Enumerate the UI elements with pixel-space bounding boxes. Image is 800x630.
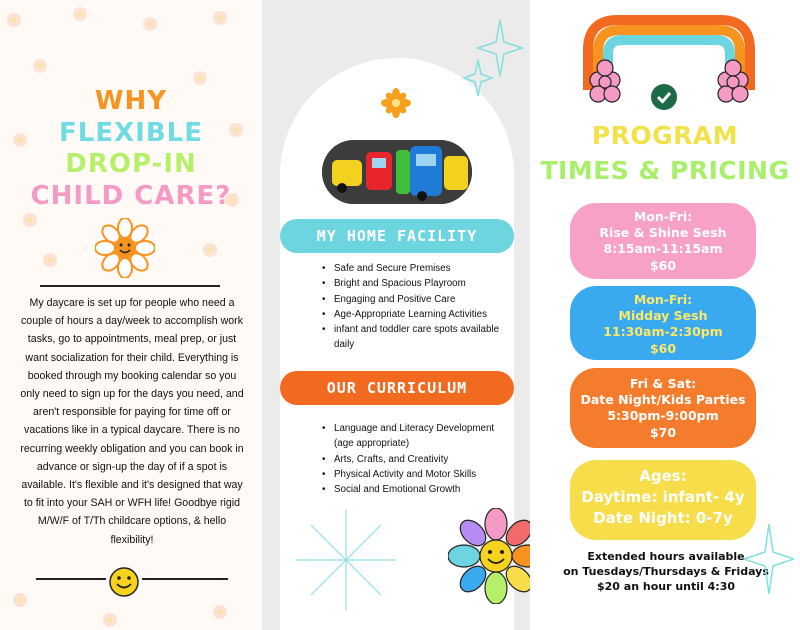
card-line: Rise & Shine Sesh (599, 225, 727, 241)
list-item: • Language and Literacy Development (age appropriate) (322, 421, 512, 452)
card-line: Daytime: infant- 4y (581, 488, 745, 506)
title-flexible: FLEXIBLE (59, 118, 203, 148)
pricing-card-rise-shine (570, 203, 756, 279)
card-line: 11:30am-2:30pm (603, 324, 723, 340)
card-price: $60 (649, 340, 677, 356)
toy-cars-photo (322, 140, 472, 204)
card-price: $60 (649, 257, 677, 273)
list-item: • Bright and Spacious Playroom (322, 276, 512, 291)
list-item: • infant and toddler care spots available daily (322, 322, 512, 353)
left-description: My daycare is set up for people who need a couple of hours a day/week to accomplish work tasks, go to appointments, meal prep, or just want socialization for their child. Everything is booked through my booking calendar so you only need to sign up for the days you need, and aren't responsible for paying for time off or vacations like in a typical daycare. There is no recurring weekly obligation and you can book in advance or sign-up the day of if a spot is available. It's flexible and it's designed that way to fit into your SAH or WFH life! Goodbye rigid M/W/F of T/Th childcare options, & hello flexibility! (20, 297, 244, 546)
card-line: Ages: (639, 467, 687, 485)
divider-bottom-right (142, 578, 228, 580)
card-line: Midday Sesh (618, 308, 708, 324)
extended-line: $20 an hour until 4:30 (597, 580, 735, 593)
list-item: • Safe and Secure Premises (322, 261, 512, 276)
card-line: Mon-Fri: (633, 292, 693, 307)
card-line: 5:30pm-9:00pm (607, 408, 719, 424)
pricing-card-date-night (570, 368, 756, 448)
divider-bottom-left (36, 578, 106, 580)
list-item: • Age-Appropriate Learning Activities (322, 307, 512, 322)
list-item: • Physical Activity and Motor Skills (322, 467, 512, 482)
sparkle-icon (460, 20, 530, 100)
divider-top (40, 285, 220, 287)
list-item: • Social and Emotional Growth (322, 482, 512, 497)
ages-card (570, 460, 756, 540)
smiley-face-icon (108, 566, 140, 598)
list-item: • Engaging and Positive Care (322, 292, 512, 307)
title-drop-in: DROP-IN (65, 149, 197, 179)
starburst-icon (296, 510, 396, 610)
curriculum-list (322, 421, 512, 497)
title-child-care: CHILD CARE? (30, 181, 232, 211)
home-facility-list (322, 261, 512, 353)
card-line: Date Night/Kids Parties (580, 392, 746, 408)
card-line: 8:15am-11:15am (603, 241, 723, 257)
sparkle-icon (744, 524, 794, 594)
card-price: $70 (649, 424, 677, 440)
card-line: Date Night: 0-7y (593, 509, 733, 527)
program-title: PROGRAM (591, 121, 739, 150)
home-facility-heading: MY HOME FACILITY (280, 219, 514, 253)
card-line: Mon-Fri: (633, 209, 693, 224)
orange-flower-icon (381, 88, 411, 118)
check-circle-icon (650, 83, 678, 111)
pricing-card-midday (570, 286, 756, 360)
extended-line: Extended hours available (587, 550, 745, 563)
title-why: WHY (94, 86, 168, 116)
card-line: Fri & Sat: (629, 376, 697, 391)
extended-hours-note (556, 549, 776, 594)
times-pricing-title: TIMES & PRICING (540, 156, 790, 185)
extended-line: on Tuesdays/Thursdays & Fridays (563, 565, 769, 578)
list-item: • Arts, Crafts, and Creativity (322, 452, 512, 467)
smiling-flower-icon (95, 218, 155, 278)
curriculum-heading: OUR CURRICULUM (280, 371, 514, 405)
